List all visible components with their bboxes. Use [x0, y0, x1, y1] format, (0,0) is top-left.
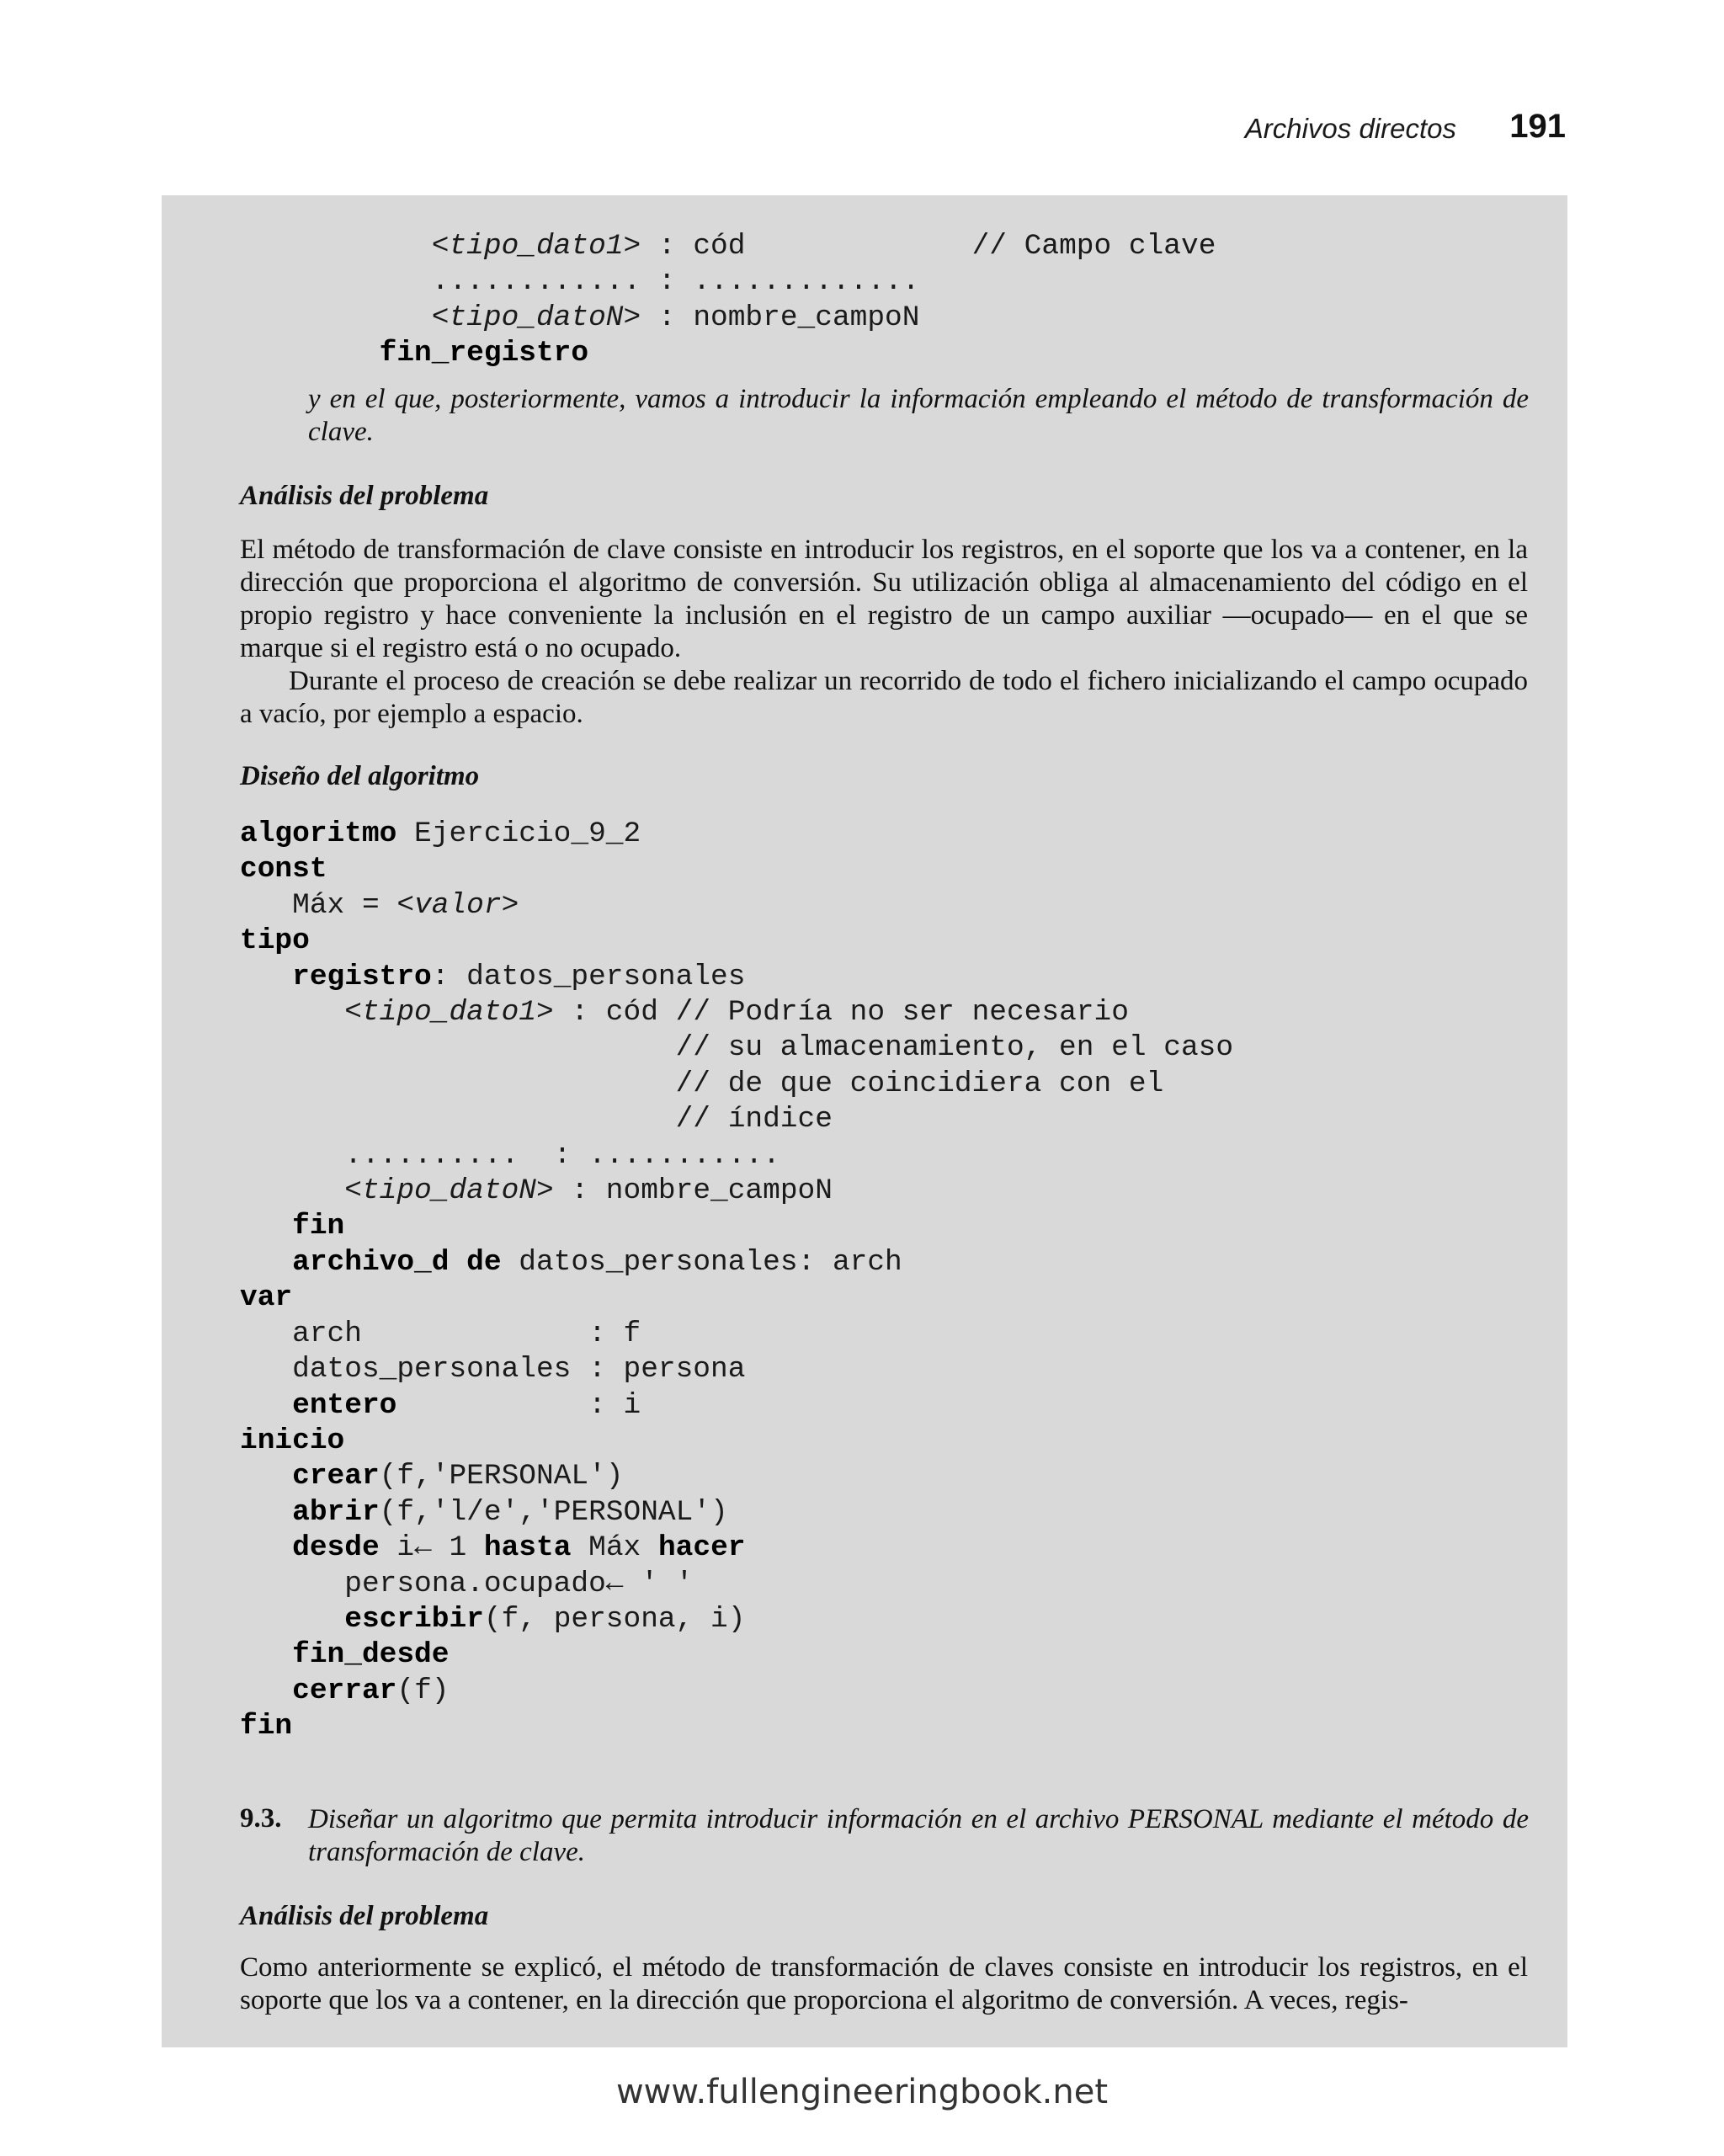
code-line: datos_personales : persona	[292, 1353, 746, 1387]
section-heading-diseno: Diseño del algoritmo	[240, 761, 480, 791]
code-line: abrir(f,'l/e','PERSONAL')	[292, 1495, 728, 1529]
analysis-text	[240, 534, 1528, 731]
code-line: fin	[292, 1210, 345, 1243]
analysis-paragraph-2: Durante el proceso de creación se debe realizar un recorrido de todo el fichero inicializando el campo ocupado a vacío, por ejemplo a espacio.	[240, 666, 1528, 729]
exercise-statement: Diseñar un algoritmo que permita introducir información en el archivo PERSONAL mediante el método de transformación de clave.	[308, 1804, 1529, 1867]
section-heading-analisis-2: Análisis del problema	[240, 1901, 489, 1931]
code-line: entero : i	[292, 1388, 641, 1422]
analysis-paragraph-1: El método de transformación de clave consiste en introducir los registros, en el soporte que los va a contener, en la dirección que proporciona el algoritmo de conversión. Su utilización obliga al almacenamiento del código en el propio registro y hace conveniente la inclusión en el registro de un campo auxiliar —ocupado— en el que se marque si el registro está o no ocupado.	[240, 535, 1528, 663]
running-header	[1094, 108, 1566, 150]
code-line: <tipo_datoN> : nombre_campoN	[344, 1174, 833, 1208]
code-line: archivo_d de datos_personales: arch	[292, 1245, 902, 1279]
code-line: <tipo_datoN> : nombre_campoN	[431, 301, 920, 334]
analysis-text-2	[240, 1951, 1528, 2017]
code-line: escribir(f, persona, i)	[344, 1602, 746, 1636]
code-block-algorithm	[240, 817, 1233, 1745]
code-line: ............ : .............	[431, 265, 920, 299]
exercise-number: 9.3.	[240, 1803, 282, 1834]
code-line: <tipo_dato1> : cód // Podría no ser necesario	[344, 996, 1129, 1030]
analysis-2-paragraph: Como anteriormente se explicó, el método de transformación de claves consiste en introducir los registros, en el soporte que los va a contener, en la dirección que proporciona el algoritmo de conversión. A veces, regis-	[240, 1952, 1528, 2015]
code-line: var	[240, 1281, 293, 1315]
code-line: algoritmo Ejercicio_9_2	[240, 817, 641, 850]
code-line: // índice	[240, 1103, 833, 1137]
code-line: const	[240, 853, 327, 886]
code-line: Máx = <valor>	[292, 888, 519, 922]
code-line: // de que coincidiera con el	[240, 1067, 1164, 1100]
page-number: 191	[1509, 108, 1566, 145]
code-line: fin	[240, 1710, 293, 1743]
footer-watermark: www.fullengineeringbook.net	[615, 2073, 1109, 2111]
section-heading-analisis: Análisis del problema	[240, 481, 489, 511]
code-line: desde i← 1 hasta Máx hacer	[292, 1531, 746, 1565]
code-line: fin_registro	[379, 337, 589, 370]
code-line: inicio	[240, 1424, 345, 1457]
intro-note: y en el que, posteriormente, vamos a introducir la información empleando el método de transformación de clave.	[308, 384, 1529, 447]
code-line: arch : f	[292, 1317, 641, 1350]
code-line: // su almacenamiento, en el caso	[240, 1031, 1234, 1065]
section-title: Archivos directos	[1244, 113, 1456, 144]
code-line: persona.ocupado← ' '	[344, 1567, 694, 1600]
code-line: registro: datos_personales	[292, 960, 746, 993]
code-line: crear(f,'PERSONAL')	[292, 1460, 624, 1493]
code-line: fin_desde	[292, 1638, 450, 1672]
code-line: <tipo_dato1> : cód // Campo clave	[431, 230, 1216, 263]
code-block-registro	[240, 229, 1216, 372]
code-line: .......... : ...........	[344, 1138, 780, 1172]
code-line: cerrar(f)	[292, 1674, 450, 1707]
code-line: tipo	[240, 924, 310, 958]
